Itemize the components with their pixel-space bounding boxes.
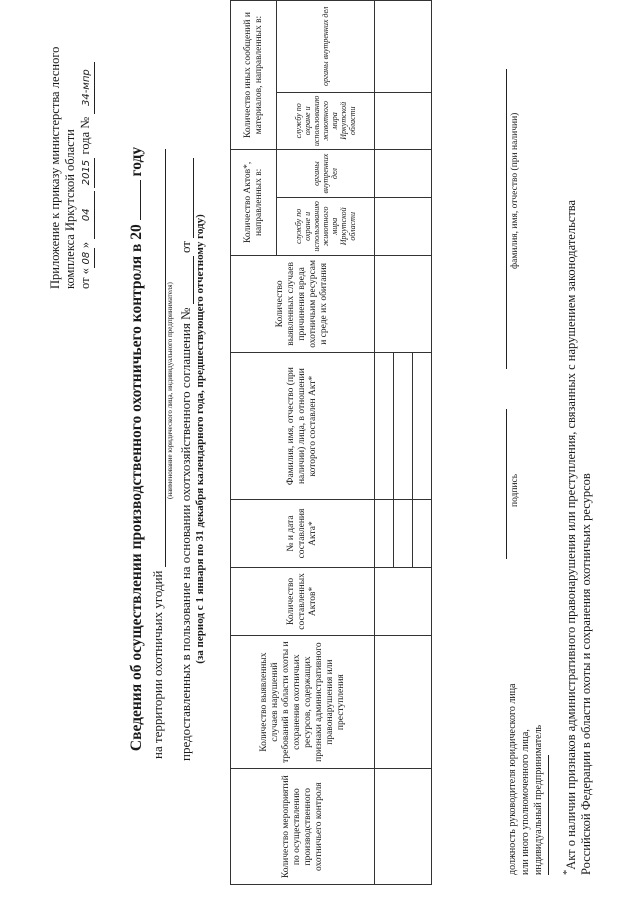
subcol-other-wildlife: службу по охране и использованию животного мира Иркутской области xyxy=(277,92,375,150)
signature-caption: подпись xyxy=(510,473,520,507)
table-cell xyxy=(375,769,432,885)
footnote-line1 xyxy=(560,25,579,875)
col-harm-cases: Количество выявленных случаев причинения вреда охотничьим ресурсам и среде их обитания xyxy=(231,255,375,353)
subcol-acts-wildlife: службу по охране и использованию животного мира Иркутской области xyxy=(277,198,375,256)
entity-caption: (наименование юридического лица, индивидуального предпринимателя) xyxy=(166,282,174,499)
footnote xyxy=(560,25,594,875)
subcol-other-police: органы внутренних дел xyxy=(277,1,375,93)
table-cell xyxy=(375,92,432,150)
subcol-acts-police: органы внутренних дел xyxy=(277,150,375,198)
appendix-day: 08 xyxy=(79,248,95,268)
position-line1: должность руководителя юридического лица xyxy=(507,683,518,875)
period-note: (за период с 1 января по 31 декабря календарного года, предшествующего отчетному году) xyxy=(194,214,206,664)
signature-position xyxy=(506,684,545,876)
agreement-line xyxy=(178,158,194,761)
col-events: Количество мероприятий по осуществлению производственного охотничьего контроля xyxy=(231,769,375,885)
table-cell xyxy=(375,635,432,768)
table-cell xyxy=(394,500,413,568)
table-cell xyxy=(375,353,394,500)
table-cell xyxy=(375,150,432,198)
col-other-sent: Количество иных сообщений и материалов, направленных в: xyxy=(231,1,277,150)
appendix-from-prefix: от « xyxy=(78,268,92,289)
appendix-month: 04 xyxy=(79,191,95,239)
col-acts-sent: Количество Актов*, направленных в: xyxy=(231,150,277,256)
position-line2: или иного уполномоченного лица, xyxy=(520,729,531,875)
col-person: Фамилия, имя, отчество (при наличии) лица, в отношении которого составлен Акт* xyxy=(231,353,375,500)
col-violations: Количество выявленных случаев нарушений требований в области охоты и сохранения охотничьих ресурсов, содержащих признаки административного правонарушения или преступления xyxy=(231,635,375,768)
report-table xyxy=(230,0,432,885)
table-cell xyxy=(375,198,432,256)
appendix-line2: комплекса Иркутской области xyxy=(63,129,77,289)
table-cell xyxy=(375,500,394,568)
agreement-number-fill xyxy=(181,256,194,304)
footnote-star: * xyxy=(562,869,573,875)
footnote-text-line2: Российской Федерации в области охоты и сохранения охотничьих ресурсов xyxy=(579,473,594,875)
position-line3: индивидуальный предприниматель xyxy=(533,724,544,875)
appendix-line1: Приложение к приказу министерства лесного xyxy=(48,46,62,289)
name-line xyxy=(506,69,507,369)
appendix-year-word: года № xyxy=(78,116,92,155)
title-text: Сведения об осуществлении производственного охотничьего контроля в 20 xyxy=(128,224,145,752)
table-cell xyxy=(375,255,432,353)
appendix-from-mid: » xyxy=(78,241,92,249)
col-act-date: № и дата составления Акта* xyxy=(231,500,375,568)
appendix-number: 34-мпр xyxy=(79,62,95,114)
territory-label: на территории охотничьих угодий xyxy=(150,570,165,759)
territory-line xyxy=(150,149,166,759)
col-acts-count: Количество составленных Актов* xyxy=(231,567,375,635)
agreement-from-label: от xyxy=(178,241,193,254)
document-title xyxy=(128,129,146,769)
agreement-label: предоставленных в пользование на основании охотхозяйственного соглашения № xyxy=(178,307,193,761)
footnote-text-line1: Акт о наличии признаков административного правонарушения или преступления, связанных с нарушением законодательства xyxy=(564,199,579,870)
agreement-date-fill xyxy=(181,158,194,238)
footnote-separator xyxy=(548,755,549,875)
appendix-year: 2015 xyxy=(79,158,95,188)
appendix-date-line xyxy=(78,19,95,289)
appendix-block xyxy=(48,19,95,289)
table-cell xyxy=(413,353,432,500)
territory-fill xyxy=(153,149,166,567)
table-cell xyxy=(375,567,432,635)
table-cell xyxy=(375,1,432,93)
table-cell xyxy=(413,500,432,568)
table-cell xyxy=(394,353,413,500)
signature-line xyxy=(506,409,507,559)
table-row xyxy=(375,1,394,885)
name-caption: фамилия, имя, отчество (при наличии) xyxy=(510,112,520,269)
title-year-suffix: году xyxy=(128,146,145,177)
